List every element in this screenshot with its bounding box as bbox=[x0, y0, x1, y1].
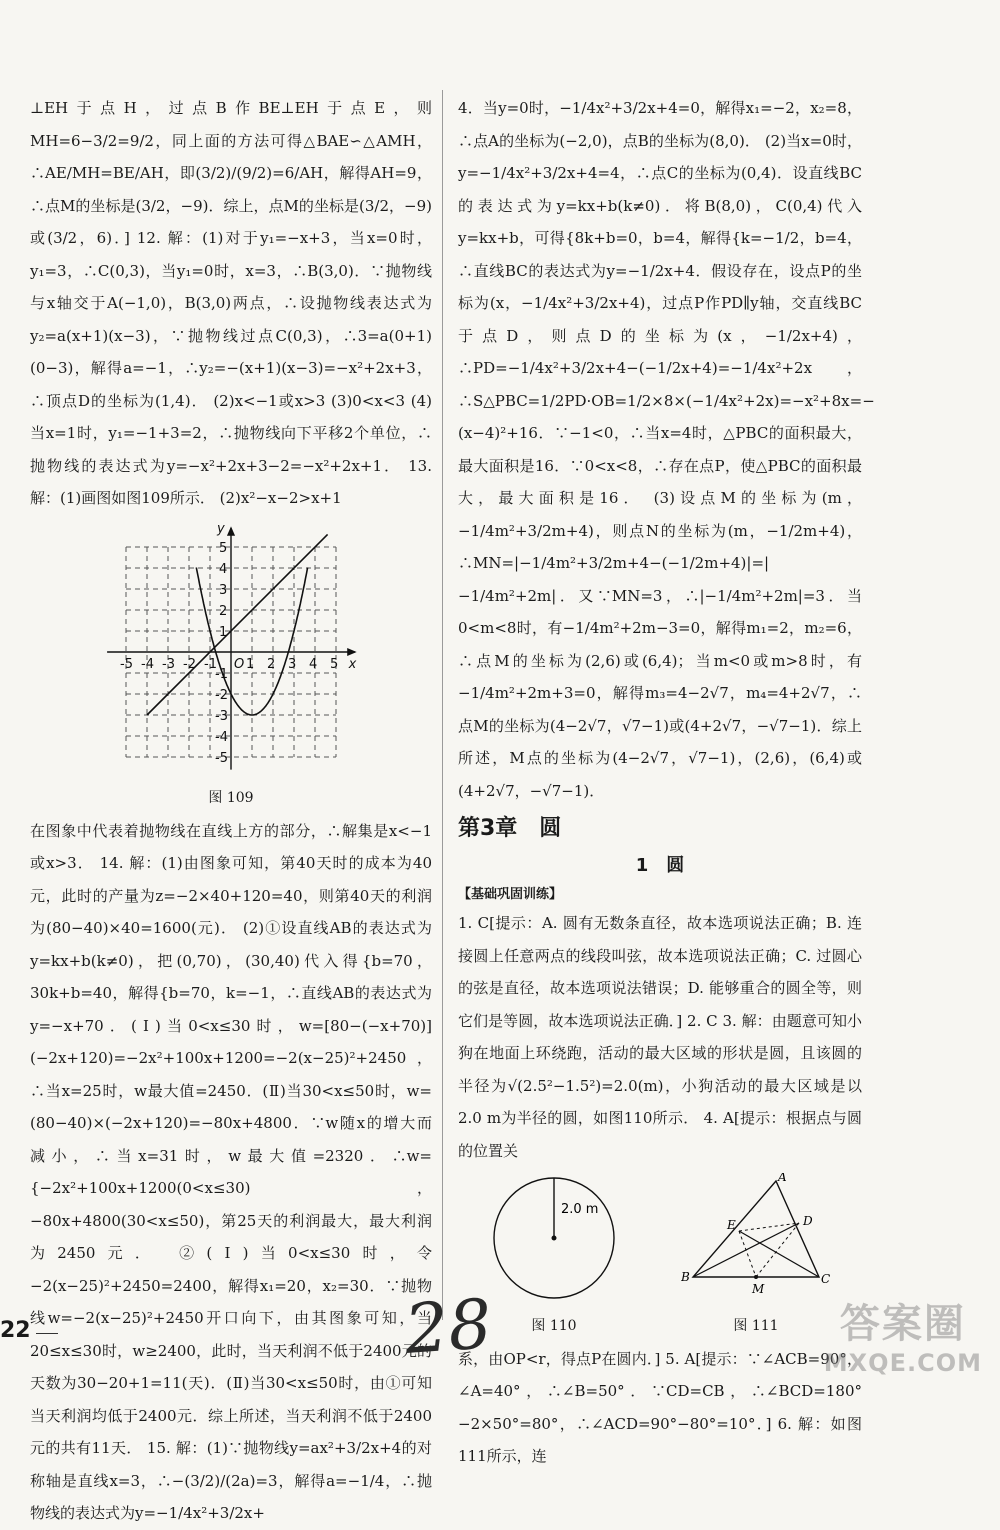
handwritten-number: 28 bbox=[402, 1285, 495, 1370]
y-tick-label: -3 bbox=[215, 708, 228, 724]
point-D-label: D bbox=[803, 1214, 813, 1228]
left-paragraph-2: 在图象中代表着抛物线在直线上方的部分，∴解集是x<−1或x>3． 14. 解：(1)由图象可知，第40天时的成本为40元，此时的产量为z=−2×40+120=40，则第40天的利润为(80−40)×40=1600(元)． (2)①设直线AB的表达式为y=kx+b(k≠0)，把(0,70)，(30,40)代入得{b=70，30k+b=40，解得{b=70，k=−1，∴直线AB的表达式为y=−x+70．(Ⅰ)当0<x≤30时，w=[80−(−x+70)](−2x+120)=−2x²+100x+1200=−2(x−25)²+2450，∴当x=25时，w最大值=2450．(Ⅱ)当30<x≤50时，w=(80−40)×(−2x+120)=−80x+4800．∵w随x的增大而减小，∴当x=31时，w最大值=2320．∴w={−2x²+100x+1200(0<x≤30)，−80x+4800(30<x≤50)，第25天的利润最大，最大利润为2450元． ②(Ⅰ)当0<x≤30时，令−2(x−25)²+2450=2400，解得x₁=20，x₂=30．∵抛物线w=−2(x−25)²+2450开口向下，由其图象可知，当20≤x≤30时，w≥2400，此时，当天利润不低于2400元的天数为30−20+1=11(天)．(Ⅱ)当30<x≤50时，由①可知当天利润均低于2400元．综上所述，当天利润不低于2400元的共有11天． 15. 解：(1)∵抛物线y=ax²+3/2x+4的对称轴是直线x=3，∴−(3/2)/(2a)=3，解得a=−1/4，∴抛物线的表达式为y=−1/4x²+3/2x+ bbox=[30, 821, 432, 1522]
figure-111-caption: 图 111 bbox=[733, 1317, 779, 1334]
figure-110 bbox=[489, 1173, 619, 1343]
page-number-rule bbox=[36, 1333, 58, 1334]
y-tick-label: 3 bbox=[219, 582, 228, 598]
point-E-label: E bbox=[727, 1218, 736, 1232]
line-y-equals-x-plus-1 bbox=[147, 534, 328, 715]
left-paragraph-1: ⊥EH于点H，过点B作BE⊥EH于点E，则MH=6−3/2=9/2，同上面的方法可得△BAE∽△AMH，∴AE/MH=BE/AH，即(3/2)/(9/2)=6/AH，解得AH=9，∴点M的坐标是(3/2，−9)．综上，点M的坐标是(3/2，−9)或(3/2，6)．] 12. 解：(1)对于y₁=−x+3，当x=0时，y₁=3，∴C(0,3)，当y₁=0时，x=3，∴B(3,0)．∵抛物线与x轴交于A(−1,0)，B(3,0)两点，∴设抛物线表达式为y₂=a(x+1)(x−3)，∵抛物线过点C(0,3)，∴3=a(0+1)(0−3)，解得a=−1，∴y₂=−(x+1)(x−3)=−x²+2x+3，∴顶点D的坐标为(1,4)． (2)x<−1或x>3 (3)0<x<3 (4)当x=1时，y₁=−1+3=2，∴抛物线向下平移2个单位，∴抛物线的表达式为y=−x²+2x+3−2=−x²+2x+1． 13. 解：(1)画图如图109所示． (2)x²−x−2>x+1 bbox=[30, 99, 432, 507]
y-tick-label: 1 bbox=[219, 624, 228, 640]
column-divider bbox=[442, 90, 443, 1320]
figure-111-triangle bbox=[681, 1173, 831, 1303]
figure-row bbox=[458, 1173, 862, 1343]
right-paragraph-2: 1. C[提示：A. 圆有无数条直径，故本选项说法正确；B. 连接圆上任意两点的线段叫弦，故本选项说法正确；C. 过圆心的弦是直径，故本选项说法错误；D. 能够重合的圆全等，则它们是等圆，故本选项说法正确．] 2. C 3. 解：由题意可知小狗在地面上环绕跑，活动的最大区域的形状是圆，且该圆的半径为√(2.5²−1.5²)=2.0(m)，小狗活动的最大区域是以2.0 m为半径的圆，如图110所示． 4. A[提示：根据点与圆的位置关 bbox=[458, 914, 862, 1160]
figure-109-caption: 图 109 bbox=[208, 789, 254, 806]
right-column bbox=[458, 92, 875, 1473]
watermark-logo bbox=[824, 1292, 982, 1377]
point-A-label: A bbox=[778, 1173, 787, 1184]
x-tick-label: -3 bbox=[162, 656, 175, 672]
y-axis-arrow bbox=[228, 528, 234, 535]
figure-109-graph bbox=[101, 517, 361, 787]
y-tick-label: -1 bbox=[215, 666, 228, 682]
x-tick-label: -1 bbox=[204, 656, 217, 672]
y-tick-label: 5 bbox=[219, 540, 228, 556]
y-tick-label: 2 bbox=[219, 603, 228, 619]
left-column bbox=[30, 92, 432, 1530]
point-C-label: C bbox=[821, 1272, 831, 1286]
x-axis-arrow bbox=[348, 649, 355, 655]
x-tick-label: -2 bbox=[183, 656, 196, 672]
y-axis-label: y bbox=[217, 520, 225, 536]
figure-110-circle bbox=[489, 1173, 619, 1303]
x-tick-label: 5 bbox=[330, 656, 339, 672]
y-tick-label: 4 bbox=[219, 561, 228, 577]
section-tag: 【基础巩固训练】 bbox=[458, 887, 563, 902]
right-paragraph-1: 4．当y=0时，−1/4x²+3/2x+4=0，解得x₁=−2，x₂=8，∴点A的坐标为(−2,0)，点B的坐标为(8,0)． (2)当x=0时，y=−1/4x²+3/2x+4=4，∴点C的坐标为(0,4)．设直线BC的表达式为y=kx+b(k≠0)．将B(8,0)，C(0,4)代入y=kx+b，可得{8k+b=0，b=4，解得{k=−1/2，b=4，∴直线BC的表达式为y=−1/2x+4．假设存在，设点P的坐标为(x，−1/4x²+3/2x+4)，过点P作PD∥y轴，交直线BC于点D，则点D的坐标为(x，−1/2x+4)，∴PD=−1/4x²+3/2x+4−(−1/2x+4)=−1/4x²+2x，∴S△PBC=1/2PD·OB=1/2×8×(−1/4x²+2x)=−x²+8x=−(x−4)²+16．∵−1<0，∴当x=4时，△PBC的面积最大，最大面积是16．∵0<x<8，∴存在点P，使△PBC的面积最大，最大面积是16． (3)设点M的坐标为(m，−1/4m²+3/2m+4)，则点N的坐标为(m，−1/2m+4)，∴MN=|−1/4m²+3/2m+4−(−1/2m+4)|=|−1/4m²+2m|．又∵MN=3，∴|−1/4m²+2m|=3．当0<m<8时，有−1/4m²+2m−3=0，解得m₁=2，m₂=6，∴点M的坐标为(2,6)或(6,4)；当m<0或m>8时，有−1/4m²+2m+3=0，解得m₃=4−2√7，m₄=4+2√7，∴点M的坐标为(4−2√7，√7−1)或(4+2√7，−√7−1)．综上所述，M点的坐标为(4−2√7，√7−1)，(2,6)，(6,4)或(4+2√7，−√7−1)． bbox=[458, 99, 875, 800]
section-title: 1 圆 bbox=[635, 855, 685, 876]
x-tick-label: -5 bbox=[120, 656, 133, 672]
figure-110-caption: 图 110 bbox=[531, 1317, 577, 1334]
figure-111 bbox=[681, 1173, 831, 1343]
figure-110-radius-label: 2.0 m bbox=[561, 1202, 599, 1217]
y-tick-label: -2 bbox=[215, 687, 228, 703]
right-paragraph-3: 系，由OP<r，得点P在圆内．] 5. A[提示：∵∠ACB=90°，∠A=40°，∴∠B=50°．∵CD=CB，∴∠BCD=180°−2×50°=80°，∴∠ACD=90°−80°=10°．] 6. 解：如图111所示，连 bbox=[458, 1349, 862, 1465]
point-B-label: B bbox=[681, 1270, 690, 1284]
watermark-line-1: 答案圈 bbox=[839, 1301, 966, 1347]
chapter-title: 第3章 圆 bbox=[458, 816, 562, 841]
x-tick-label: 2 bbox=[267, 656, 276, 672]
x-tick-label: 4 bbox=[309, 656, 318, 672]
watermark-line-2: MXQE.COM bbox=[823, 1349, 982, 1377]
x-tick-label: 1 bbox=[246, 656, 255, 672]
origin-label: O bbox=[234, 656, 245, 672]
x-tick-label: 3 bbox=[288, 656, 297, 672]
page-number: 22 bbox=[0, 1318, 31, 1343]
y-tick-label: -5 bbox=[215, 750, 228, 766]
x-axis-label: x bbox=[348, 656, 357, 672]
point-M-label: M bbox=[752, 1282, 765, 1296]
x-tick-label: -4 bbox=[141, 656, 154, 672]
y-tick-label: -4 bbox=[215, 729, 228, 745]
